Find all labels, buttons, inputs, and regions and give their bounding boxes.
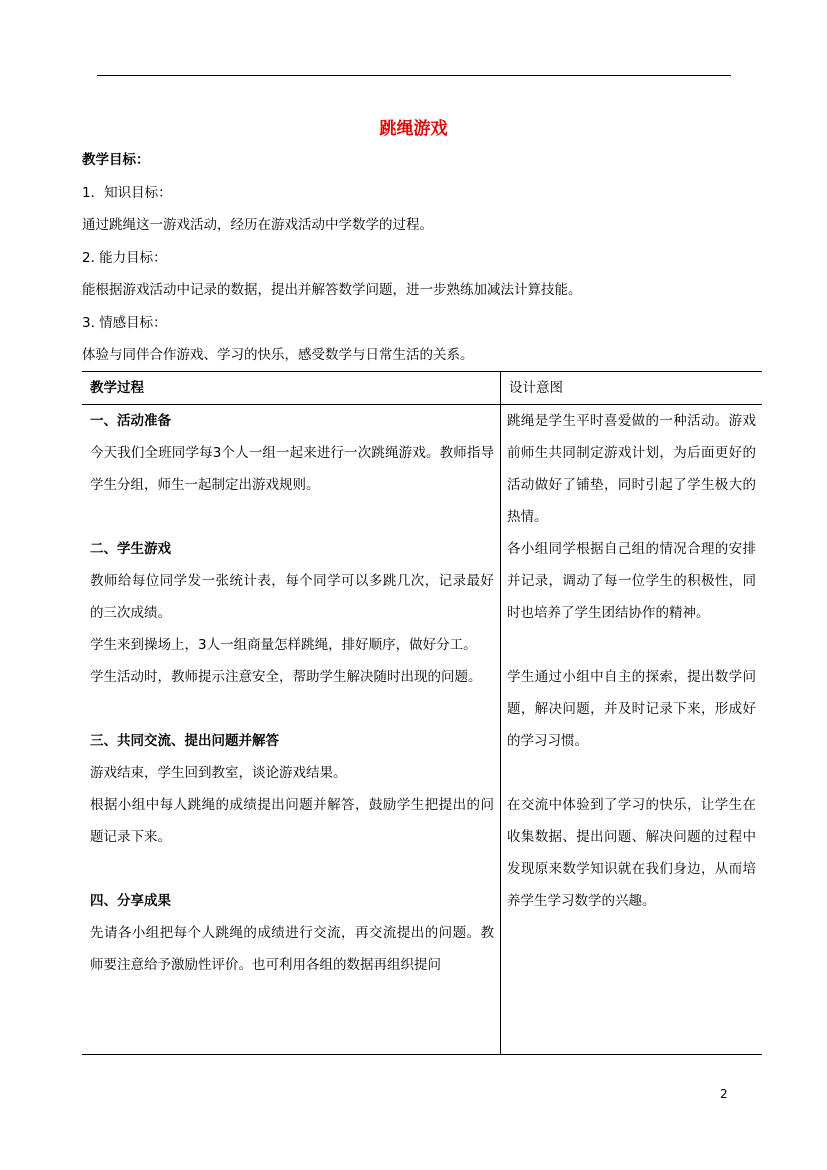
process-cell: [82, 405, 501, 1055]
intent-4: 在交流中体验到了学习的快乐，让学生在收集数据、提出问题、解决问题的过程中发现原来数学知识就在我们身边，从而培养学生学习数学的兴趣。: [507, 797, 756, 909]
intent-cell: [501, 405, 763, 1055]
objective-2-text: 能根据游戏活动中记录的数据，提出并解答数学问题，进一步熟练加减法计算技能。: [82, 282, 582, 298]
section-1-text: 今天我们全班同学每3个人一组一起来进行一次跳绳游戏。教师指导学生分组，师生一起制定出游戏规则。: [90, 445, 494, 493]
section-2-title: 二、学生游戏: [90, 541, 171, 557]
section-3-text-2: 根据小组中每人跳绳的成绩提出问题并解答，鼓励学生把提出的问题记录下来。: [90, 797, 494, 845]
header-intent: 设计意图: [501, 372, 763, 405]
section-4-text: 先请各小组把每个人跳绳的成绩进行交流，再交流提出的问题。教师要注意给予激励性评价。也可利用各组的数据再组织提问: [90, 925, 494, 973]
objectives-heading: 教学目标：: [82, 152, 150, 168]
section-2-text-2: 学生来到操场上，3人一组商量怎样跳绳，排好顺序，做好分工。: [90, 637, 477, 653]
section-2-text-3: 学生活动时，教师提示注意安全，帮助学生解决随时出现的问题。: [90, 669, 482, 685]
table-row: [82, 405, 762, 1055]
objective-3-text: 体验与同伴合作游戏、学习的快乐，感受数学与日常生活的关系。: [82, 347, 474, 363]
intent-3: 学生通过小组中自主的探索，提出数学问题，解决问题，并及时记录下来，形成好的学习习惯。: [507, 669, 756, 749]
page-number: 2: [720, 1087, 728, 1101]
intent-2: 各小组同学根据自己组的情况合理的安排并记录，调动了每一位学生的积极性，同时也培养了学生团结协作的精神。: [507, 541, 756, 621]
objective-3-label: 3. 情感目标：: [82, 315, 167, 331]
header-rule: [97, 75, 731, 76]
teaching-plan-table: [82, 371, 762, 1055]
intent-1: 跳绳是学生平时喜爱做的一种活动。游戏前师生共同制定游戏计划，为后面更好的活动做好了铺垫，同时引起了学生极大的热情。: [507, 413, 756, 525]
objective-1-label: 1．知识目标：: [82, 185, 172, 201]
section-3-title: 三、共同交流、提出问题并解答: [90, 733, 279, 749]
document-title: 跳绳游戏: [379, 119, 448, 139]
section-1-title: 一、活动准备: [90, 413, 171, 429]
objective-2-label: 2. 能力目标：: [82, 250, 167, 266]
section-4-title: 四、分享成果: [90, 893, 171, 909]
header-process: 教学过程: [82, 372, 501, 405]
table-header-row: [82, 372, 762, 405]
section-3-text-1: 游戏结束，学生回到教室，谈论游戏结果。: [90, 765, 347, 781]
section-2-text-1: 教师给每位同学发一张统计表，每个同学可以多跳几次，记录最好的三次成绩。: [90, 573, 494, 621]
objective-1-text: 通过跳绳这一游戏活动，经历在游戏活动中学数学的过程。: [82, 217, 433, 233]
